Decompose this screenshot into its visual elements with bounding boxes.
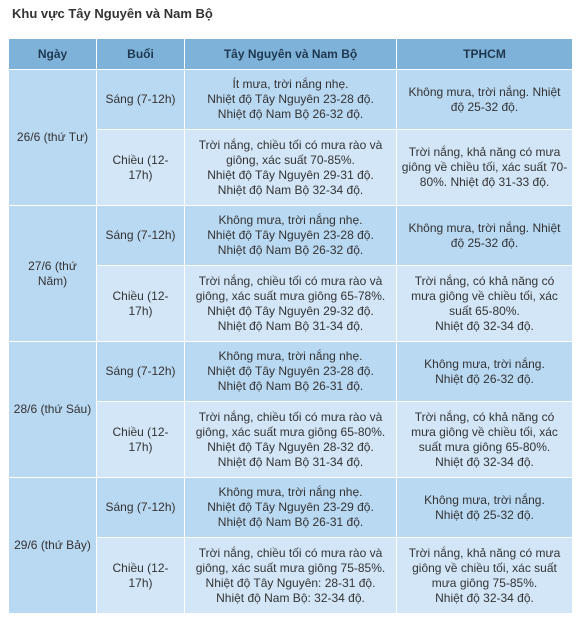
forecast-line: Không mưa, trời nắng. Nhiệt độ 25-32 độ. [408,84,561,114]
tay-nguyen-nam-bo-cell [185,130,397,206]
forecast-line: Nhiệt độ 32-34 độ. [435,590,534,605]
day-cell: 29/6 (thứ Bảy) [9,478,97,614]
page-title: Khu vực Tây Nguyên và Nam Bộ [12,6,213,21]
tphcm-cell [397,478,573,538]
forecast-line: Ít mưa, trời nắng nhẹ. [232,77,349,91]
forecast-line: Nhiệt độ Tây Nguyên 29-32 độ. [207,303,374,318]
day-cell: 26/6 (thứ Tư) [9,70,97,206]
tphcm-cell [397,342,573,402]
tay-nguyen-nam-bo-cell [185,70,397,130]
forecast-line: Nhiệt độ Tây Nguyên 23-29 độ. [207,500,374,514]
forecast-line: Không mưa, trời nắng nhẹ. [218,349,363,363]
table-row [9,478,573,538]
tphcm-cell [397,538,573,614]
day-cell: 27/6 (thứ Năm) [9,206,97,342]
forecast-line: Không mưa, trời nắng nhẹ. [218,213,363,227]
forecast-line: Trời nắng, chiều tối có mưa rào và giông, xác suất 70-85%. [198,137,383,167]
session-cell: Chiều (12-17h) [97,402,185,478]
forecast-line: Nhiệt độ Nam Bộ: 32-34 độ. [216,590,365,605]
tay-nguyen-nam-bo-cell [185,478,397,538]
tay-nguyen-nam-bo-cell [185,402,397,478]
header-row [9,39,573,70]
tphcm-cell [397,70,573,130]
forecast-line: Không mưa, trời nắng. Nhiệt độ 25-32 độ. [408,220,561,250]
forecast-line: Nhiệt độ Nam Bộ 31-34 độ. [217,318,364,333]
forecast-line: Trời nắng, khả năng có mưa giông về chiều tối, xác suất mưa giông 75-85%. [408,545,561,590]
forecast-line: Không mưa, trời nắng. [424,356,545,371]
tay-nguyen-nam-bo-cell [185,538,397,614]
forecast-line: Nhiệt độ 25-32 độ. [435,507,534,522]
session-cell: Chiều (12-17h) [97,538,185,614]
forecast-line: Trời nắng, khả năng có mưa giông về chiều tối, xác suất 70-80%. Nhiệt độ 31-33 độ. [401,145,568,189]
session-cell: Sáng (7-12h) [97,206,185,266]
forecast-line: Không mưa, trời nắng. [424,492,545,507]
tphcm-cell [397,266,573,342]
forecast-line: Nhiệt độ 26-32 độ. [435,371,534,386]
session-cell: Sáng (7-12h) [97,342,185,402]
session-cell: Sáng (7-12h) [97,70,185,130]
tay-nguyen-nam-bo-cell [185,206,397,266]
header-session: Buổi [97,39,185,70]
tay-nguyen-nam-bo-cell [185,342,397,402]
forecast-line: Nhiệt độ Nam Bộ 26-32 độ. [217,107,364,121]
header-tay-nguyen-nam-bo: Tây Nguyên và Nam Bộ [185,39,397,70]
forecast-line: Nhiệt độ Tây Nguyên 23-28 độ. [207,228,374,242]
forecast-line: Nhiệt độ Tây Nguyên: 28-31 độ. [205,575,376,590]
session-cell: Sáng (7-12h) [97,478,185,538]
forecast-line: Không mưa, trời nắng nhẹ. [218,485,363,499]
forecast-line: Nhiệt độ Tây Nguyên 28-32 độ. [207,439,374,454]
forecast-line: Trời nắng, chiều tối có mưa rào và giông, xác suất mưa giông 75-85%. [195,545,386,575]
forecast-line: Trời nắng, chiều tối có mưa rào và giông, xác suất mưa giông 65-78%. [195,273,386,303]
tay-nguyen-nam-bo-cell [185,266,397,342]
table-row [9,206,573,266]
forecast-line: Trời nắng, có khả năng có mưa giông về chiều tối, xác suất 65-80%. [411,273,558,318]
forecast-line: Nhiệt độ 32-34 độ. [435,318,534,333]
forecast-line: Nhiệt độ Nam Bộ 26-31 độ. [217,379,364,393]
header-day: Ngày [9,39,97,70]
day-cell: 28/6 (thứ Sáu) [9,342,97,478]
forecast-line: Nhiệt độ Nam Bộ 32-34 độ. [217,182,364,197]
session-cell: Chiều (12-17h) [97,130,185,206]
tphcm-cell [397,130,573,206]
forecast-line: Trời nắng, chiều tối có mưa rào và giông, xác suất mưa giông 65-80%. [195,409,386,439]
forecast-line: Nhiệt độ Nam Bộ 31-34 độ. [217,454,364,469]
session-cell: Chiều (12-17h) [97,266,185,342]
forecast-line: Nhiệt độ Tây Nguyên 23-28 độ. [207,92,374,106]
forecast-line: Nhiệt độ 32-34 độ. [435,454,534,469]
forecast-line: Nhiệt độ Nam Bộ 26-31 độ. [217,515,364,529]
forecast-table [8,38,573,614]
forecast-line: Nhiệt độ Nam Bộ 26-32 độ. [217,243,364,257]
tphcm-cell [397,206,573,266]
forecast-line: Nhiệt độ Tây Nguyên 29-31 độ. [207,167,374,182]
table-row [9,342,573,402]
tphcm-cell [397,402,573,478]
forecast-line: Nhiệt độ Tây Nguyên 23-28 độ. [207,364,374,378]
header-tphcm: TPHCM [397,39,573,70]
forecast-line: Trời nắng, có khả năng có mưa giông về chiều tối, xác suất mưa giông 65-80%. [411,409,558,454]
table-row [9,70,573,130]
